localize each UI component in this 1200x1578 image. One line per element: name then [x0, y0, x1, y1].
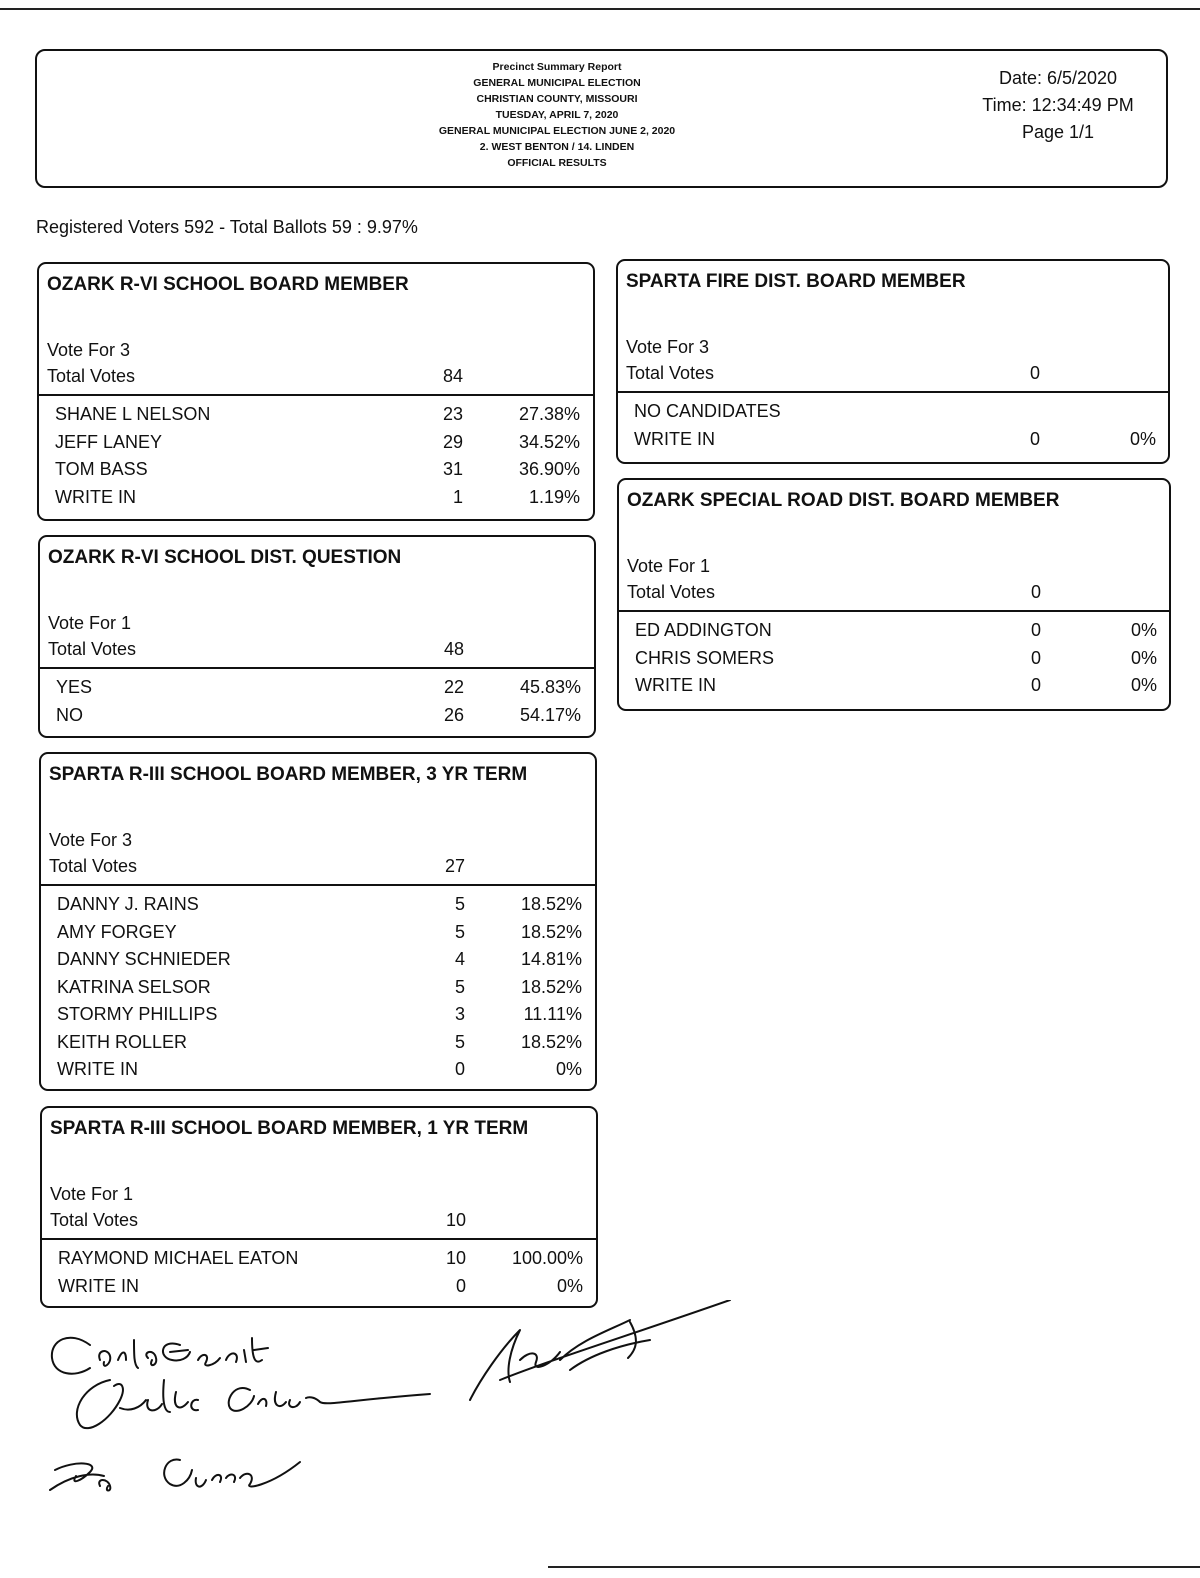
candidate-votes: 0 [1030, 675, 1041, 695]
contest-box [39, 752, 597, 1091]
candidate-votes: 5 [454, 894, 465, 914]
top-rule [0, 8, 1200, 10]
header-line: Precinct Summary Report [492, 61, 622, 73]
contest-title: OZARK SPECIAL ROAD DIST. BOARD MEMBER [627, 490, 1060, 511]
contest-divider [618, 391, 1168, 393]
candidate-name: TOM BASS [55, 459, 148, 479]
header-line: OFFICIAL RESULTS [507, 157, 607, 169]
header-line: 2. WEST BENTON / 14. LINDEN [479, 141, 635, 153]
contest-divider [40, 667, 594, 669]
vote-for: Vote For 3 [49, 830, 133, 850]
candidate-percent: 0% [556, 1275, 583, 1296]
candidate-votes: 0 [1029, 428, 1040, 449]
candidate-votes: 22 [443, 677, 464, 697]
candidate-percent: 36.90% [518, 459, 580, 479]
contest-divider [42, 1238, 596, 1240]
candidate-row [618, 401, 1168, 429]
candidate-row [42, 1248, 596, 1276]
candidate-name: ED ADDINGTON [635, 620, 772, 640]
candidate-row [42, 1276, 596, 1304]
total-votes-label: Total Votes [47, 366, 136, 386]
vote-for: Vote For 3 [626, 337, 710, 357]
candidate-list [41, 894, 595, 1087]
candidate-percent: 18.52% [520, 976, 582, 997]
candidate-list [39, 404, 593, 514]
candidate-row [41, 894, 595, 922]
candidate-row [619, 648, 1169, 676]
candidate-row [41, 977, 595, 1005]
signature-stroke [50, 1459, 300, 1490]
candidate-name: AMY FORGEY [57, 921, 177, 942]
contest-divider [39, 394, 593, 396]
candidate-votes: 4 [454, 949, 465, 969]
candidate-percent: 54.17% [519, 704, 581, 725]
candidate-votes: 10 [445, 1248, 466, 1268]
candidate-percent: 100.00% [511, 1248, 583, 1268]
candidate-row [40, 677, 594, 705]
candidate-votes: 3 [454, 1004, 465, 1024]
contest-title: SPARTA FIRE DIST. BOARD MEMBER [626, 271, 966, 292]
signature-stroke [52, 1338, 268, 1374]
candidate-percent: 0% [1130, 647, 1157, 668]
vote-for: Vote For 1 [627, 556, 711, 576]
candidate-row [41, 1004, 595, 1032]
candidate-votes: 1 [452, 486, 463, 507]
candidate-row [41, 1032, 595, 1060]
registration-summary: Registered Voters 592 - Total Ballots 59 : 9.97% [36, 217, 418, 237]
contest-box [616, 259, 1170, 464]
candidate-name: WRITE IN [634, 428, 715, 449]
contest-title: OZARK R-VI SCHOOL DIST. QUESTION [48, 547, 402, 568]
total-votes-label: Total Votes [48, 639, 137, 659]
candidate-votes: 23 [442, 404, 463, 424]
total-votes-label: Total Votes [49, 856, 138, 876]
vote-for: Vote For 1 [50, 1184, 134, 1204]
contest-title: OZARK R-VI SCHOOL BOARD MEMBER [47, 274, 409, 295]
report-date: Date: 6/5/2020 [998, 68, 1118, 88]
header-line: TUESDAY, APRIL 7, 2020 [495, 109, 619, 121]
candidate-votes: 5 [454, 976, 465, 997]
candidate-name: RAYMOND MICHAEL EATON [58, 1248, 299, 1268]
bottom-rule [548, 1566, 1200, 1568]
candidate-percent: 34.52% [518, 431, 580, 452]
candidate-name: WRITE IN [635, 675, 716, 695]
candidate-name: WRITE IN [55, 486, 136, 507]
signature-stroke [470, 1300, 730, 1400]
candidate-name: NO CANDIDATES [634, 401, 781, 421]
contest-title: SPARTA R-III SCHOOL BOARD MEMBER, 3 YR TERM [49, 764, 528, 785]
total-votes-label: Total Votes [50, 1210, 139, 1230]
candidate-list [42, 1248, 596, 1303]
candidate-percent: 0% [555, 1059, 582, 1079]
header-title-block [337, 59, 777, 171]
candidate-percent: 0% [1129, 428, 1156, 449]
total-votes-value: 0 [1029, 363, 1040, 383]
header-line: GENERAL MUNICIPAL ELECTION [473, 77, 641, 89]
candidate-row [39, 404, 593, 432]
header-line: CHRISTIAN COUNTY, MISSOURI [476, 93, 638, 105]
candidate-votes: 26 [443, 704, 464, 725]
candidate-row [619, 675, 1169, 703]
total-votes-value: 10 [445, 1210, 466, 1230]
candidate-name: WRITE IN [57, 1059, 138, 1079]
header-meta [958, 65, 1158, 146]
candidate-name: YES [56, 677, 93, 697]
contest-title: SPARTA R-III SCHOOL BOARD MEMBER, 1 YR TERM [50, 1118, 529, 1139]
candidate-votes: 5 [454, 1031, 465, 1052]
contest-box [40, 1106, 598, 1308]
candidate-row [41, 922, 595, 950]
candidate-row [619, 620, 1169, 648]
total-votes-value: 48 [443, 639, 464, 659]
candidate-percent: 18.52% [520, 921, 582, 942]
total-votes-value: 27 [444, 856, 465, 876]
candidate-name: KEITH ROLLER [57, 1031, 188, 1052]
candidate-name: KATRINA SELSOR [57, 976, 211, 997]
candidate-name: SHANE L NELSON [55, 404, 211, 424]
candidate-list [40, 677, 594, 732]
vote-for: Vote For 1 [48, 613, 132, 633]
candidate-row [40, 705, 594, 733]
candidate-percent: 14.81% [520, 949, 582, 969]
candidate-percent: 0% [1130, 620, 1157, 640]
candidate-name: WRITE IN [58, 1275, 139, 1296]
contest-divider [619, 610, 1169, 612]
candidate-name: NO [56, 704, 83, 725]
candidate-name: STORMY PHILLIPS [57, 1004, 218, 1024]
contest-box [617, 478, 1171, 711]
candidate-percent: 27.38% [518, 404, 580, 424]
candidate-votes: 31 [442, 459, 463, 479]
candidate-name: DANNY SCHNIEDER [57, 949, 231, 969]
candidate-row [39, 459, 593, 487]
candidate-votes: 0 [454, 1059, 465, 1079]
candidate-percent: 18.52% [520, 894, 582, 914]
candidate-row [39, 487, 593, 515]
contest-divider [41, 884, 595, 886]
candidate-row [39, 432, 593, 460]
candidate-name: CHRIS SOMERS [635, 647, 775, 668]
handwritten-signatures-icon [30, 1300, 750, 1530]
total-votes-value: 84 [442, 366, 463, 386]
candidate-name: JEFF LANEY [55, 431, 163, 452]
report-time: Time: 12:34:49 PM [982, 95, 1134, 115]
candidate-row [41, 1059, 595, 1087]
contest-box [37, 262, 595, 521]
total-votes-label: Total Votes [627, 582, 716, 602]
candidate-percent: 1.19% [528, 486, 580, 507]
candidate-list [618, 401, 1168, 456]
vote-for: Vote For 3 [47, 340, 131, 360]
total-votes-value: 0 [1030, 582, 1041, 602]
contest-box [38, 535, 596, 738]
candidate-name: DANNY J. RAINS [57, 894, 199, 914]
candidate-list [619, 620, 1169, 703]
page-number: Page 1/1 [1021, 122, 1095, 142]
total-votes-label: Total Votes [626, 363, 715, 383]
candidate-votes: 0 [1030, 620, 1041, 640]
candidate-percent: 45.83% [519, 677, 581, 697]
header-line: GENERAL MUNICIPAL ELECTION JUNE 2, 2020 [438, 125, 676, 137]
candidate-row [41, 949, 595, 977]
candidate-row [618, 429, 1168, 457]
candidate-votes: 0 [1030, 647, 1041, 668]
candidate-votes: 5 [454, 921, 465, 942]
candidate-percent: 18.52% [520, 1031, 582, 1052]
candidate-percent: 11.11% [523, 1004, 582, 1024]
candidate-votes: 0 [455, 1275, 466, 1296]
signature-stroke [77, 1380, 430, 1428]
candidate-votes: 29 [442, 431, 463, 452]
report-header [35, 49, 1168, 188]
candidate-percent: 0% [1130, 675, 1157, 695]
